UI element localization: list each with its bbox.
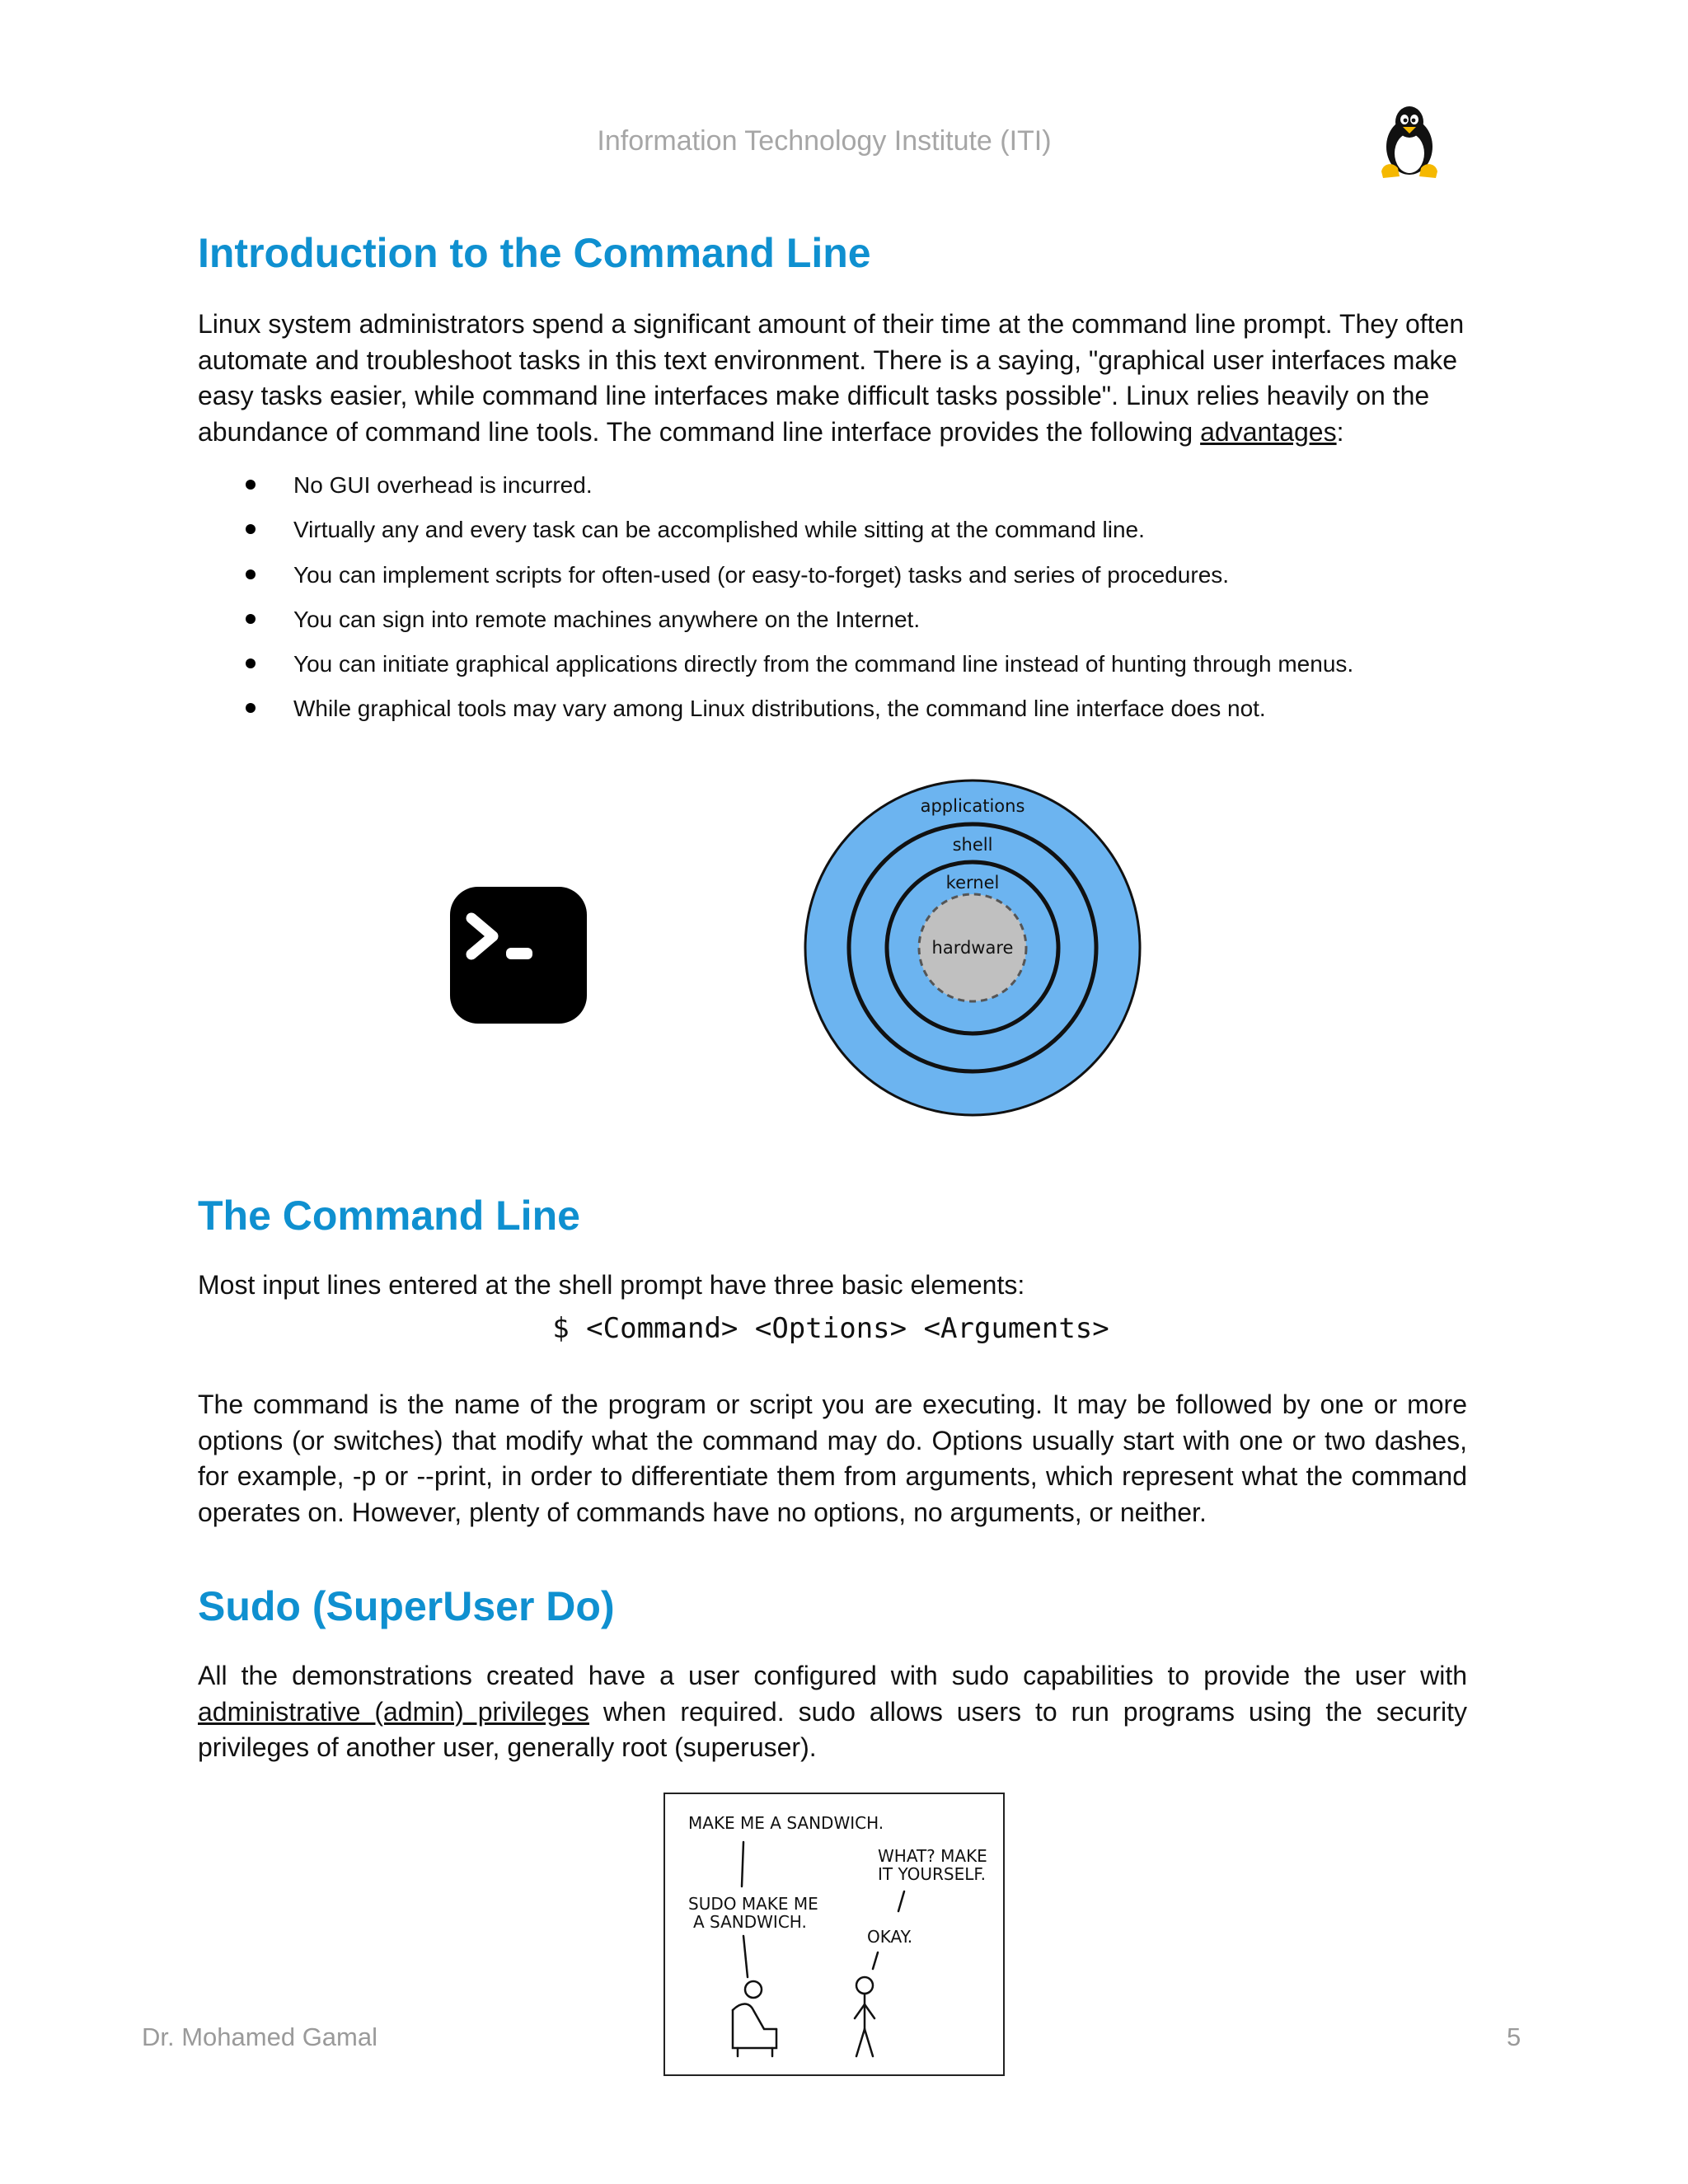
command-line-paragraph: The command is the name of the program or script you are executing. It may be followed by one or more options (or switches) that modify what the command may do. Options usually start with one or two dashes, for example, -p or --print, in order to differentiate them from arguments, which represent what the command operates on. However, plenty of commands have no options, no arguments, or neither. [198, 1390, 1467, 1527]
list-item: While graphical tools may vary among Linux distributions, the command line interface does not. [293, 693, 1530, 738]
comic-caption-2b: IT YOURSELF. [878, 1864, 986, 1884]
sudo-paragraph: All the demonstrations created have a user configured with sudo capabilities to provide the user with administrative (admin) privileges when required. sudo allows users to run programs using the security privileges of another user, generally root (superuser). [198, 1661, 1468, 1762]
sudo-heading: Sudo (SuperUser Do) [198, 1583, 615, 1629]
applications-label: applications [920, 796, 1025, 816]
intro-heading: Introduction to the Command Line [198, 230, 871, 276]
admin-privileges-link[interactable]: administrative (admin) privileges [198, 1696, 589, 1727]
bullet-icon [246, 569, 256, 579]
bullet-icon [246, 524, 256, 534]
comic-caption-4: OKAY. [867, 1927, 913, 1947]
list-item: No GUI overhead is incurred. [293, 470, 1530, 514]
command-line-intro: Most input lines entered at the shell prompt have three basic elements: [198, 1270, 1025, 1300]
advantages-link[interactable]: advantages [1200, 416, 1337, 447]
comic-caption-3b: A SANDWICH. [693, 1912, 807, 1932]
list-item: You can implement scripts for often-used (or easy-to-forget) tasks and series of procedures. [293, 560, 1530, 604]
bullet-icon [246, 614, 256, 624]
command-line-heading: The Command Line [198, 1193, 580, 1239]
intro-paragraph: Linux system administrators spend a significant amount of their time at the command line prompt. They often automate and troubleshoot tasks in this text environment. There is a saying, "graphical user interfaces make easy tasks easier, while command line interfaces make difficult tasks possible". Linux relies heavily on the abundance of command line tools. The command line interface provides the following advantages: [198, 309, 1465, 447]
tux-penguin-logo [1375, 104, 1444, 180]
hardware-label: hardware [931, 938, 1014, 958]
bullet-icon [246, 658, 256, 668]
bullet-icon [246, 703, 256, 713]
header-title: Information Technology Institute (ITI) [597, 125, 1052, 157]
sudo-sandwich-comic [663, 1793, 1005, 2076]
shell-label: shell [952, 835, 993, 855]
list-item: You can initiate graphical applications directly from the command line instead of hunting through menus. [293, 649, 1530, 693]
comic-caption-2a: WHAT? MAKE [878, 1846, 987, 1866]
comic-caption-1: MAKE ME A SANDWICH. [688, 1813, 884, 1833]
comic-caption-3a: SUDO MAKE ME [688, 1894, 818, 1914]
list-item: You can sign into remote machines anywhere on the Internet. [293, 604, 1530, 649]
advantages-list [293, 470, 1530, 738]
os-layers-diagram [799, 775, 1146, 1121]
command-syntax: $ <Command> <Options> <Arguments> [552, 1312, 1109, 1345]
kernel-label: kernel [945, 873, 1000, 893]
footer-author: Dr. Mohamed Gamal [142, 2022, 377, 2051]
page-number: 5 [1507, 2022, 1522, 2051]
bullet-icon [246, 480, 256, 490]
terminal-icon [438, 880, 597, 1030]
list-item: Virtually any and every task can be accomplished while sitting at the command line. [293, 514, 1530, 559]
